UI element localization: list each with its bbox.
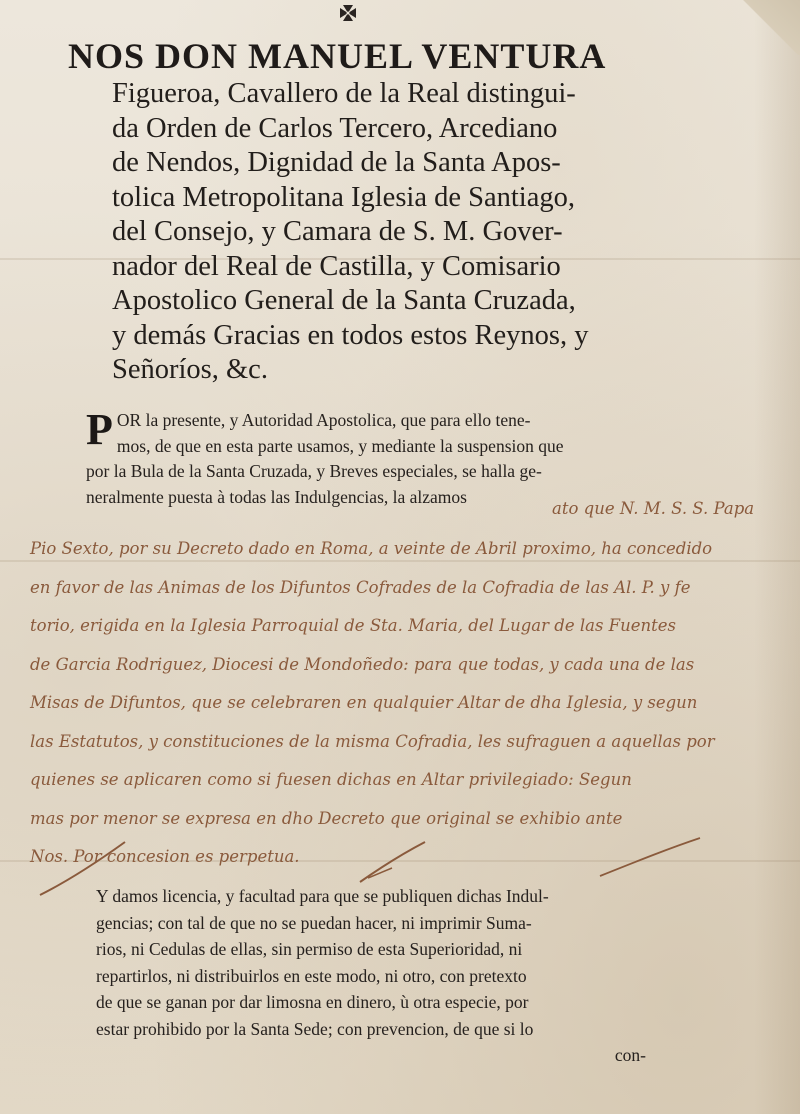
paragraph-line: gencias; con tal de que no se puedan hacer, ni imprimir Suma- xyxy=(96,912,532,933)
title-line: Apostolico General de la Santa Cruzada, xyxy=(112,285,576,316)
catchword: con- xyxy=(614,1045,646,1065)
handwritten-line: las Estatutos, y constituciones de la misma Cofradia, les sufraguen a aquellas por xyxy=(30,731,715,751)
paragraph-line: por la Bula de la Santa Cruzada, y Breves especiales, se halla ge- xyxy=(86,461,542,481)
title-line: nador del Real de Castilla, y Comisario xyxy=(112,250,561,282)
paragraph-line: neralmente puesta à todas las Indulgencias, la alzamos xyxy=(86,486,467,507)
document-title: NOS DON MANUEL VENTURA xyxy=(68,36,607,76)
second-paragraph xyxy=(96,883,656,1069)
title-line: y demás Gracias en todos estos Reynos, y xyxy=(112,319,589,351)
paragraph-line: de que se ganan por dar limosna en dinero, ù otra especie, por xyxy=(96,992,529,1012)
handwritten-line: Misas de Difuntos, que se celebraren en qualquier Altar de dha Iglesia, y segun xyxy=(30,693,698,712)
paragraph-line: mos, de que en esta parte usamos, y mediante la suspension que xyxy=(116,435,564,456)
handwritten-line: ato que N. M. S. S. Papa xyxy=(552,499,755,518)
paragraph-line: rios, ni Cedulas de ellas, sin permiso de esta Superioridad, ni xyxy=(96,939,523,959)
title-line: da Orden de Carlos Tercero, Arcediano xyxy=(112,112,558,144)
paragraph-line: estar prohibido por la Santa Sede; con prevencion, de que si lo xyxy=(96,1018,534,1039)
handwritten-line: torio, erigida en la Iglesia Parroquial de Sta. Maria, del Lugar de las Fuentes xyxy=(30,616,676,635)
paragraph-line: Y damos licencia, y facultad para que se publiquen dichas Indul- xyxy=(96,886,549,906)
title-line: tolica Metropolitana Iglesia de Santiago, xyxy=(112,181,575,213)
maltese-cross-icon xyxy=(338,3,358,23)
title-continuation xyxy=(112,77,652,388)
title-line: Figueroa, Cavallero de la Real distingui- xyxy=(112,78,576,109)
paragraph-line: OR la presente, y Autoridad Apostolica, que para ello tene- xyxy=(116,410,531,430)
title-line: de Nendos, Dignidad de la Santa Apos- xyxy=(112,147,561,178)
title-line: del Consejo, y Camara de S. M. Gover- xyxy=(112,216,563,247)
handwritten-line: quienes se aplicaren como si fuesen dichas en Altar privilegiado: Segun xyxy=(30,770,632,789)
title-line: Señoríos, &c. xyxy=(112,354,268,385)
handwritten-line: en favor de las Animas de los Difuntos Cofrades de la Cofradia de las Al. P. y fe xyxy=(30,577,691,597)
torn-corner xyxy=(730,0,800,55)
handwritten-line: de Garcia Rodriguez, Diocesi de Mondoñedo: para que todas, y cada una de las xyxy=(30,654,695,674)
drop-capital: P xyxy=(86,405,113,454)
handwritten-line: Pio Sexto, por su Decreto dado en Roma, a veinte de Abril proximo, ha concedido xyxy=(30,539,713,558)
handwritten-insertion xyxy=(30,492,790,877)
handwritten-line: mas por menor se expresa en dho Decreto que original se exhibio ante xyxy=(30,808,623,828)
paragraph-line: repartirlos, ni distribuirlos en este modo, ni otro, con pretexto xyxy=(96,965,527,986)
handwritten-line: Nos. Por concesion es perpetua. xyxy=(30,847,300,866)
